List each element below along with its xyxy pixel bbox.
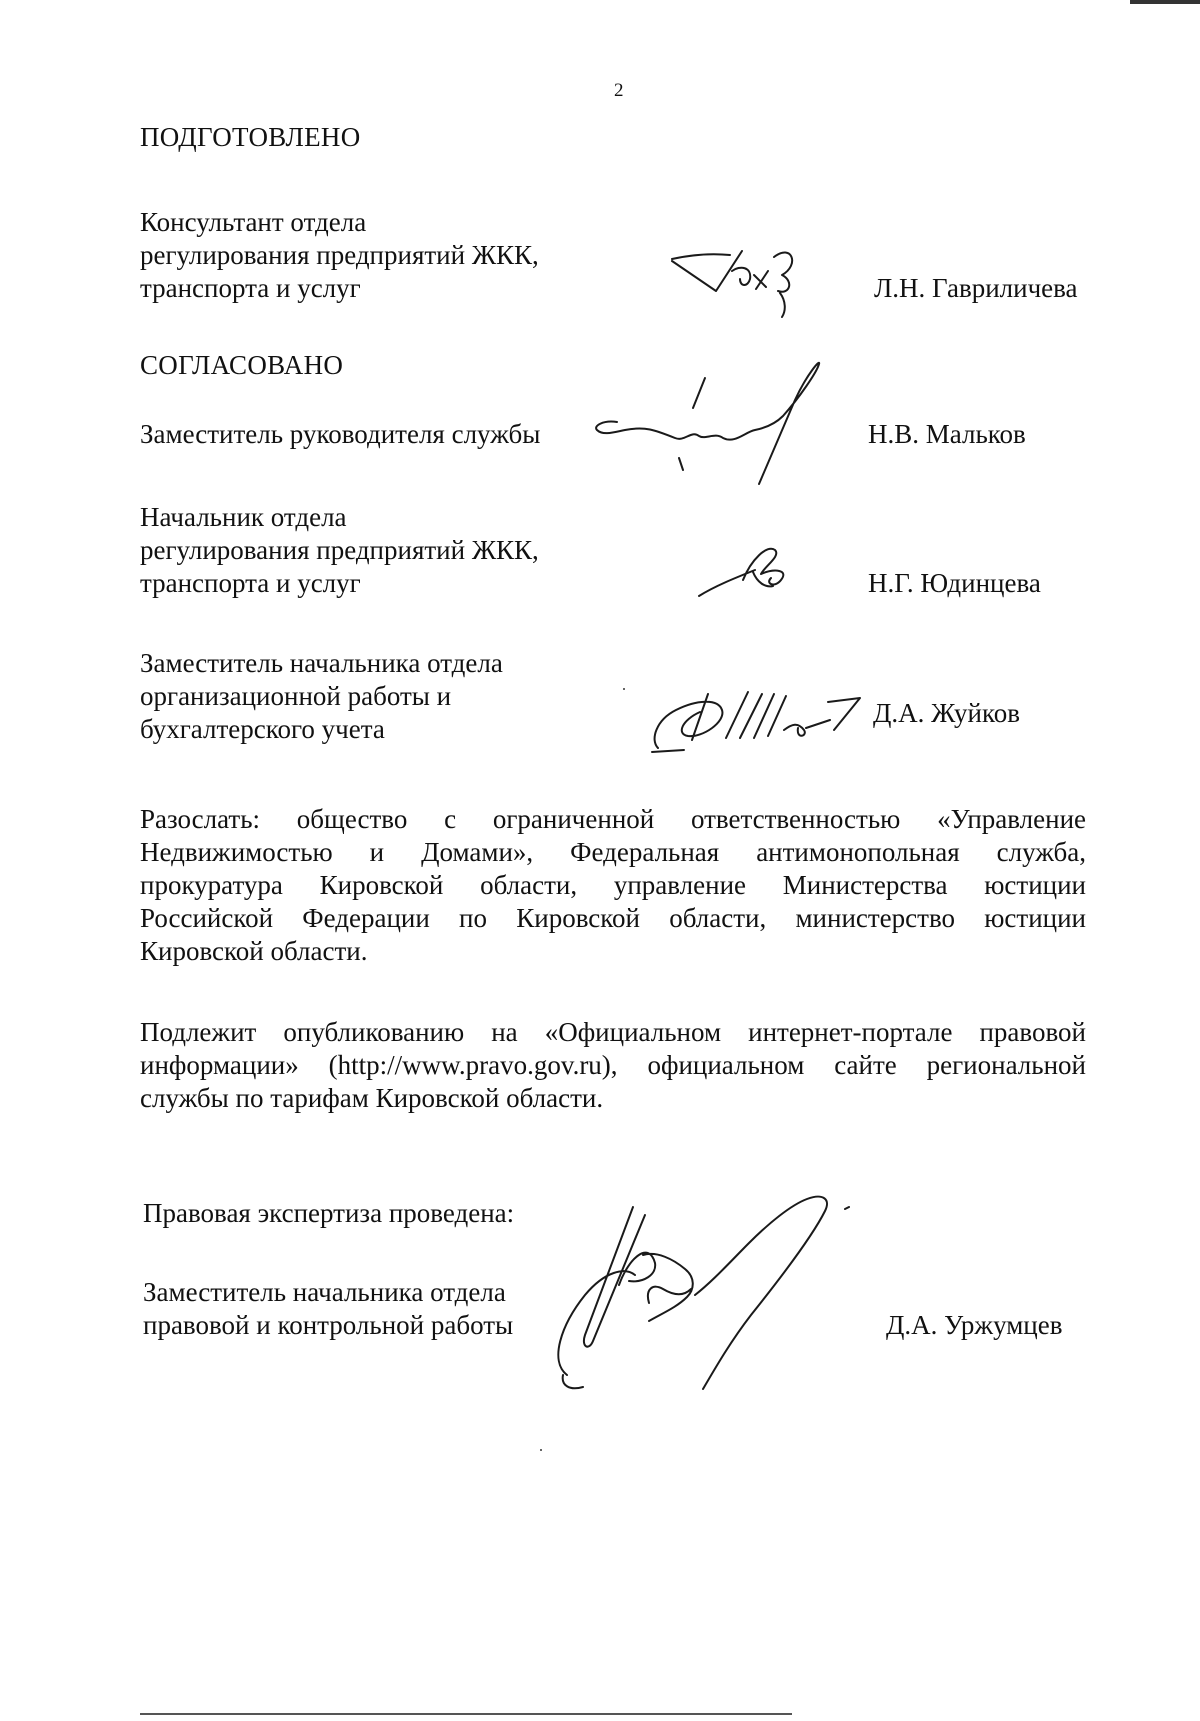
distribution-line-1: Разослать: общество с ограниченной ответственностью «Управление bbox=[140, 804, 1086, 834]
bottom-rule bbox=[140, 1713, 792, 1715]
signature-yudintseva bbox=[695, 540, 795, 600]
prepared-position-line-2: регулирования предприятий ЖКК, bbox=[140, 240, 539, 270]
approved-signer-2-name: Н.Г. Юдинцева bbox=[868, 568, 1041, 598]
signature-urzhumtsev bbox=[545, 1185, 910, 1400]
legal-review-heading: Правовая экспертиза проведена: bbox=[143, 1198, 515, 1228]
distribution-line-2: Недвижимостью и Домами», Федеральная антимонопольная служба, bbox=[140, 837, 1086, 867]
prepared-signer-name: Л.Н. Гавриличева bbox=[874, 273, 1078, 303]
prepared-position-line-3: транспорта и услуг bbox=[140, 273, 361, 303]
signature-malkov bbox=[585, 360, 825, 495]
distribution-line-5: Кировской области. bbox=[140, 936, 368, 966]
approved-heading: СОГЛАСОВАНО bbox=[140, 350, 344, 380]
approved-signer-2-position-line-3: транспорта и услуг bbox=[140, 568, 361, 598]
distribution-paragraph bbox=[140, 803, 1086, 968]
approved-signer-3-position-line-1: Заместитель начальника отдела bbox=[140, 648, 503, 678]
distribution-line-3: прокуратура Кировской области, управление Министерства юстиции bbox=[140, 870, 1086, 900]
scan-speck bbox=[623, 688, 625, 690]
signature-zhuykov bbox=[648, 680, 873, 755]
publication-line-3: службы по тарифам Кировской области. bbox=[140, 1083, 604, 1113]
legal-review-position-line-2: правовой и контрольной работы bbox=[143, 1310, 514, 1340]
legal-review-position-line-1: Заместитель начальника отдела bbox=[143, 1277, 506, 1307]
approved-signer-1-position: Заместитель руководителя службы bbox=[140, 419, 541, 449]
prepared-heading: ПОДГОТОВЛЕНО bbox=[140, 122, 361, 152]
approved-signer-2-position-line-1: Начальник отдела bbox=[140, 502, 347, 532]
legal-review-signer-name: Д.А. Уржумцев bbox=[886, 1310, 1063, 1340]
approved-signer-2-position-line-2: регулирования предприятий ЖКК, bbox=[140, 535, 539, 565]
approved-signer-3-position-line-2: организационной работы и bbox=[140, 681, 452, 711]
approved-signer-1-name: Н.В. Мальков bbox=[868, 419, 1026, 449]
distribution-line-4: Российской Федерации по Кировской области, министерство юстиции bbox=[140, 903, 1086, 933]
prepared-position-line-1: Консультант отдела bbox=[140, 207, 367, 237]
approved-signer-3-name: Д.А. Жуйков bbox=[873, 698, 1020, 728]
scan-edge-mark bbox=[1130, 0, 1200, 4]
publication-line-1: Подлежит опубликованию на «Официальном интернет-портале правовой bbox=[140, 1017, 1086, 1047]
approved-signer-3-position-line-3: бухгалтерского учета bbox=[140, 714, 385, 744]
publication-line-2: информации» (http://www.pravo.gov.ru), официальном сайте региональной bbox=[140, 1050, 1086, 1080]
publication-paragraph bbox=[140, 1016, 1086, 1115]
page-number: 2 bbox=[614, 80, 624, 101]
signature-gavrilicheva bbox=[670, 235, 810, 325]
scan-speck bbox=[540, 1449, 542, 1451]
